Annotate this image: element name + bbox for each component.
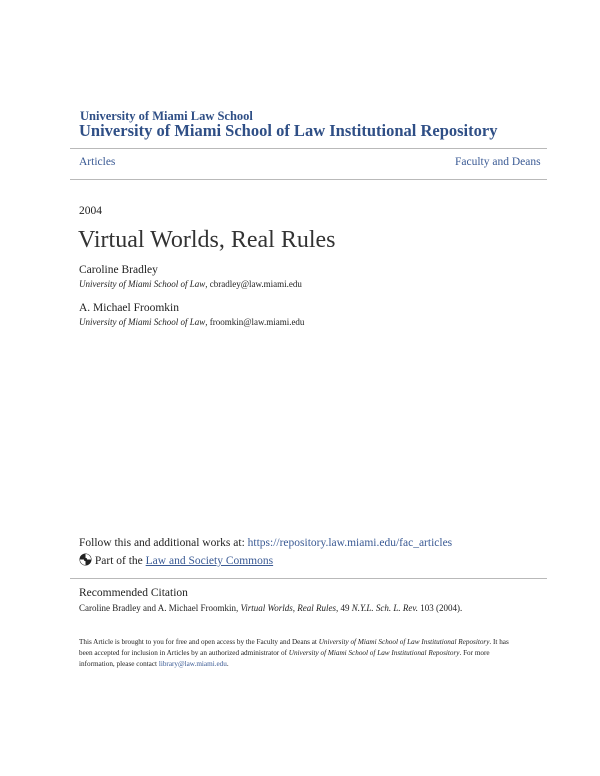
citation-volume: 49 xyxy=(340,603,350,613)
author-name: A. Michael Froomkin xyxy=(79,302,179,314)
part-of-prefix: Part of the xyxy=(94,555,143,567)
nav-articles-link[interactable]: Articles xyxy=(79,156,116,168)
publication-year: 2004 xyxy=(79,205,102,217)
header-divider-bottom xyxy=(70,179,547,180)
org-name-small[interactable]: University of Miami Law School xyxy=(80,109,253,123)
citation-title: Virtual Worlds, Real Rules xyxy=(240,603,336,613)
citation-text xyxy=(79,603,462,613)
affiliation-text: University of Miami School of Law xyxy=(79,279,206,289)
commons-logo-icon xyxy=(79,553,92,566)
notice-line-2 xyxy=(79,648,509,659)
author-email: froomkin@law.miami.edu xyxy=(209,317,305,327)
collection-url-link[interactable]: https://repository.law.miami.edu/fac_articles xyxy=(247,537,453,549)
citation-heading: Recommended Citation xyxy=(79,587,188,599)
notice-line-3 xyxy=(79,659,509,670)
notice-text: . For more xyxy=(459,649,490,657)
author-affiliation xyxy=(79,317,304,327)
header-divider-top xyxy=(70,148,547,149)
follow-prefix: Follow this and additional works at: xyxy=(79,537,245,549)
affiliation-text: University of Miami School of Law xyxy=(79,317,206,327)
citation-separator: , xyxy=(335,603,341,613)
notice-repository-name: University of Miami School of Law Institutional Repository xyxy=(288,649,460,657)
notice-repository-name: University of Miami School of Law Institutional Repository xyxy=(318,638,490,646)
citation-journal: N.Y.L. Sch. L. Rev. xyxy=(351,603,418,613)
notice-text: information, please contact xyxy=(79,660,158,668)
nav-faculty-deans-link[interactable]: Faculty and Deans xyxy=(455,156,541,168)
notice-line-1 xyxy=(79,637,509,648)
citation-pages: 103 (2004). xyxy=(420,603,463,613)
article-title: Virtual Worlds, Real Rules xyxy=(78,227,336,253)
affiliation-separator: , xyxy=(205,279,210,289)
affiliation-separator: , xyxy=(205,317,210,327)
library-email-link[interactable]: library@law.miami.edu xyxy=(158,660,227,668)
follow-line xyxy=(79,537,452,549)
notice-text: . xyxy=(226,660,229,668)
author-email: cbradley@law.miami.edu xyxy=(209,279,302,289)
author-affiliation xyxy=(79,279,302,289)
citation-authors: Caroline Bradley and A. Michael Froomkin, xyxy=(79,603,239,613)
citation-divider xyxy=(70,578,547,579)
notice-text: . It has xyxy=(489,638,509,646)
repository-title[interactable]: University of Miami School of Law Institutional Repository xyxy=(79,121,498,140)
author-name: Caroline Bradley xyxy=(79,264,158,276)
notice-text: This Article is brought to you for free and open access by the Faculty and Deans at xyxy=(79,638,317,646)
access-notice xyxy=(79,637,509,670)
law-society-commons-link[interactable]: Law and Society Commons xyxy=(145,555,274,567)
part-of-line xyxy=(79,553,273,567)
notice-text: been accepted for inclusion in Articles by an authorized administrator of xyxy=(79,649,287,657)
